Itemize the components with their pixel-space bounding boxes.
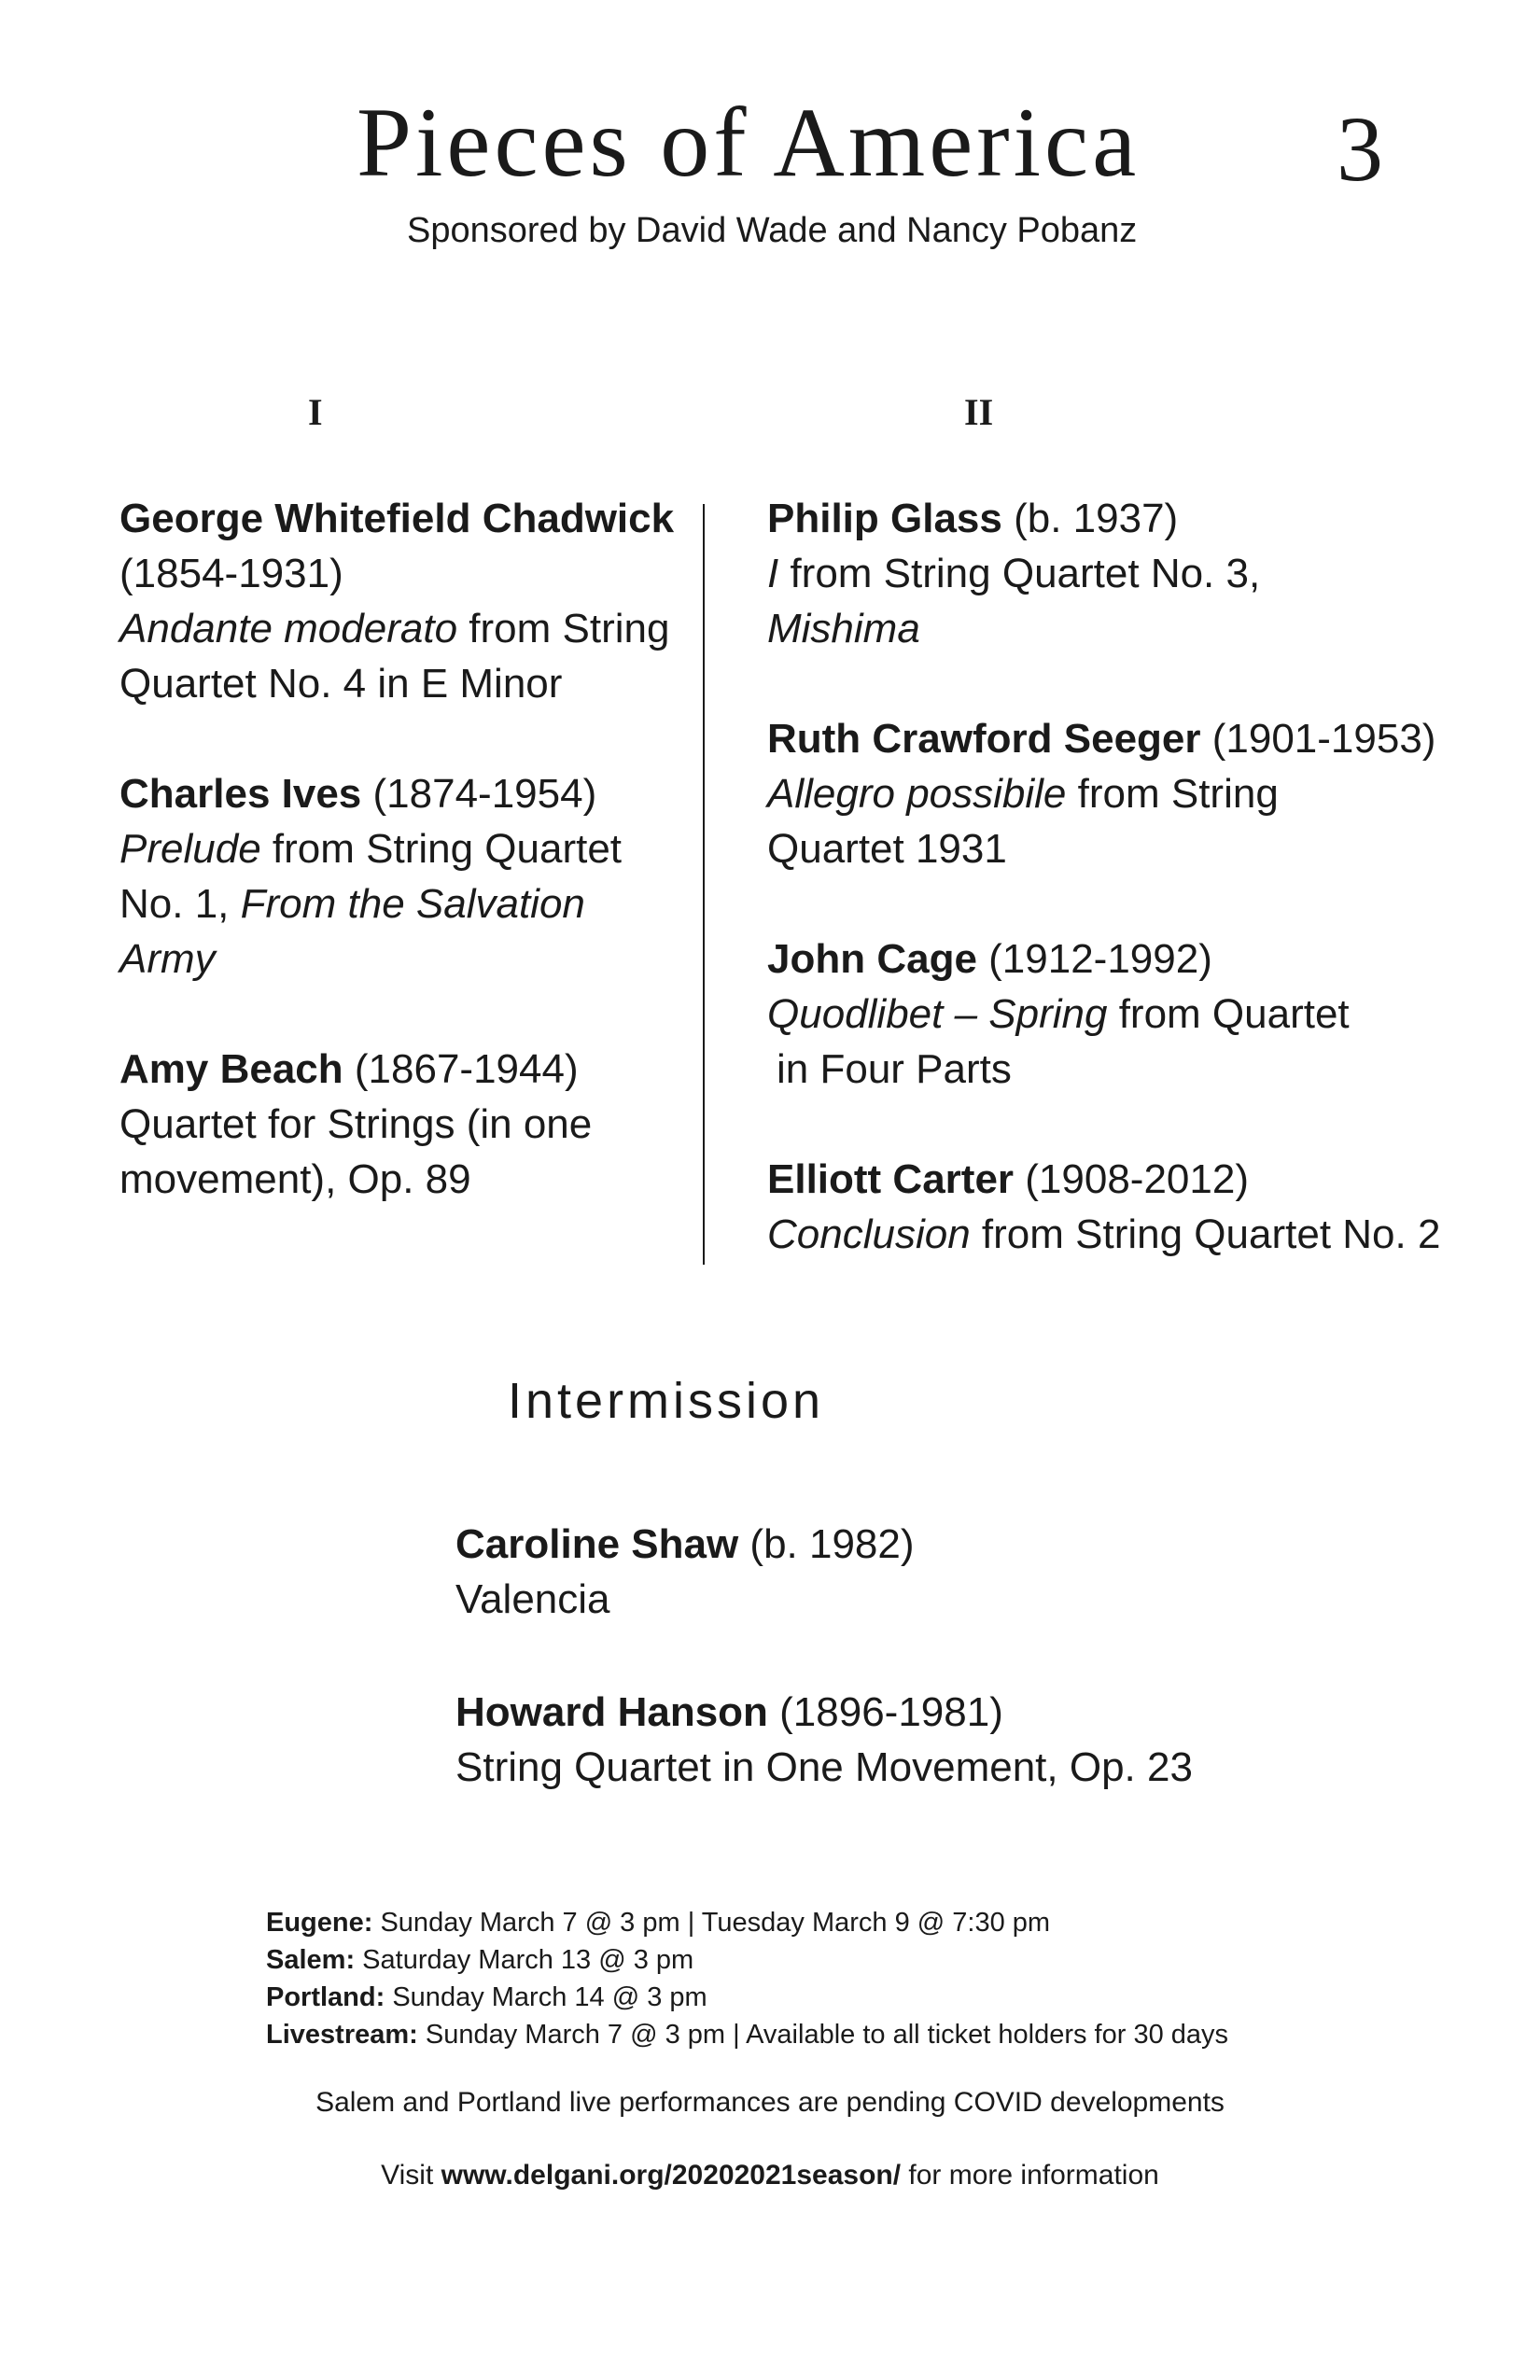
composer-name: Elliott Carter <box>767 1156 1015 1202</box>
composer-dates: (1908-2012) <box>1014 1156 1249 1202</box>
composer-name: Ruth Crawford Seeger <box>767 716 1201 762</box>
work-source: from Quartet <box>1107 991 1350 1037</box>
work-title <box>767 766 1327 876</box>
work-title: Valencia <box>455 1576 610 1622</box>
composer-dates: (b. 1982) <box>738 1521 915 1567</box>
schedule-details: Saturday March 13 @ 3 pm <box>355 1945 694 1975</box>
column-divider <box>703 504 705 1265</box>
composer-dates: (1867-1944) <box>343 1046 579 1092</box>
composer-dates: (1901-1953) <box>1200 716 1436 762</box>
movement-title: Quodlibet – Spring <box>767 991 1108 1037</box>
set-1-pieces <box>119 491 679 1262</box>
work-title: String Quartet in One Movement, Op. 23 <box>455 1744 1193 1790</box>
composer-dates: (1874-1954) <box>361 771 597 817</box>
work-source-continued: in Four Parts <box>777 1046 1012 1092</box>
work-title <box>767 987 1495 1097</box>
movement-title: Conclusion <box>767 1211 971 1257</box>
schedule-row-salem <box>266 1941 1228 1979</box>
work-title <box>767 546 1495 656</box>
performance-schedule <box>266 1904 1228 2053</box>
schedule-row-portland <box>266 1979 1228 2016</box>
work-source: from String Quartet No. 4 in E Minor <box>119 606 670 707</box>
intermission-heading: Intermission <box>508 1373 825 1429</box>
schedule-details: Sunday March 7 @ 3 pm | Tuesday March 9 @ 7:30 pm <box>372 1908 1051 1938</box>
piece-ives <box>119 766 679 987</box>
piece-shaw <box>455 1517 1295 1627</box>
more-info-line <box>0 2160 1540 2191</box>
set-2-pieces <box>767 491 1495 1317</box>
composer-name: Amy Beach <box>119 1046 343 1092</box>
piece-chadwick <box>119 491 679 711</box>
sponsor-line: Sponsored by David Wade and Nancy Pobanz <box>407 211 1138 250</box>
set-label-2: II <box>964 391 994 433</box>
schedule-details: Sunday March 14 @ 3 pm <box>385 1982 707 2012</box>
schedule-details: Sunday March 7 @ 3 pm | Available to all ticket holders for 30 days <box>417 2020 1229 2050</box>
piece-seeger <box>767 711 1495 876</box>
movement-title: I <box>767 551 779 596</box>
work-source: from String Quartet No. 3, <box>778 551 1261 596</box>
info-prefix: Visit <box>381 2160 441 2191</box>
program-title: Pieces of America <box>357 88 1141 197</box>
schedule-location: Portland: <box>266 1982 385 2012</box>
schedule-row-livestream <box>266 2016 1228 2053</box>
movement-title: Allegro possibile <box>767 771 1067 817</box>
covid-note: Salem and Portland live performances are pending COVID developments <box>315 2087 1225 2118</box>
piece-carter <box>767 1152 1495 1262</box>
info-suffix: for more information <box>901 2160 1159 2191</box>
work-title <box>119 821 679 987</box>
work-subtitle: From the Salvation Army <box>119 881 585 982</box>
composer-name: John Cage <box>767 936 977 982</box>
composer-name: Howard Hanson <box>455 1689 768 1735</box>
schedule-location: Livestream: <box>266 2020 418 2050</box>
piece-beach <box>119 1042 679 1207</box>
work-source: from String Quartet No. 2 <box>970 1211 1441 1257</box>
post-intermission-pieces <box>455 1517 1295 1853</box>
composer-name: George Whitefield Chadwick <box>119 496 675 541</box>
work-source: from String Quartet 1931 <box>767 771 1279 872</box>
composer-dates: (1896-1981) <box>767 1689 1003 1735</box>
composer-dates: (1912-1992) <box>976 936 1212 982</box>
work-title <box>119 601 679 711</box>
piece-glass <box>767 491 1495 656</box>
composer-name: Philip Glass <box>767 496 1002 541</box>
schedule-row-eugene <box>266 1904 1228 1941</box>
composer-name: Charles Ives <box>119 771 362 817</box>
piece-hanson <box>455 1685 1295 1795</box>
schedule-location: Eugene: <box>266 1908 373 1938</box>
composer-name: Caroline Shaw <box>455 1521 739 1567</box>
movement-title: Andante moderato <box>119 606 458 651</box>
work-source: from String Quartet No. 1, <box>119 826 623 927</box>
work-title <box>767 1207 1495 1262</box>
composer-dates: (1854-1931) <box>119 551 343 596</box>
movement-title: Prelude <box>119 826 261 872</box>
website-link[interactable]: www.delgani.org/20202021season/ <box>441 2160 902 2191</box>
piece-cage <box>767 931 1495 1097</box>
set-label-1: I <box>308 391 323 433</box>
work-title: Quartet for Strings (in one movement), Op. 89 <box>119 1101 593 1202</box>
concert-number: 3 <box>1337 97 1383 201</box>
composer-dates: (b. 1937) <box>1001 496 1179 541</box>
schedule-location: Salem: <box>266 1945 356 1975</box>
work-subtitle: Mishima <box>767 606 920 651</box>
